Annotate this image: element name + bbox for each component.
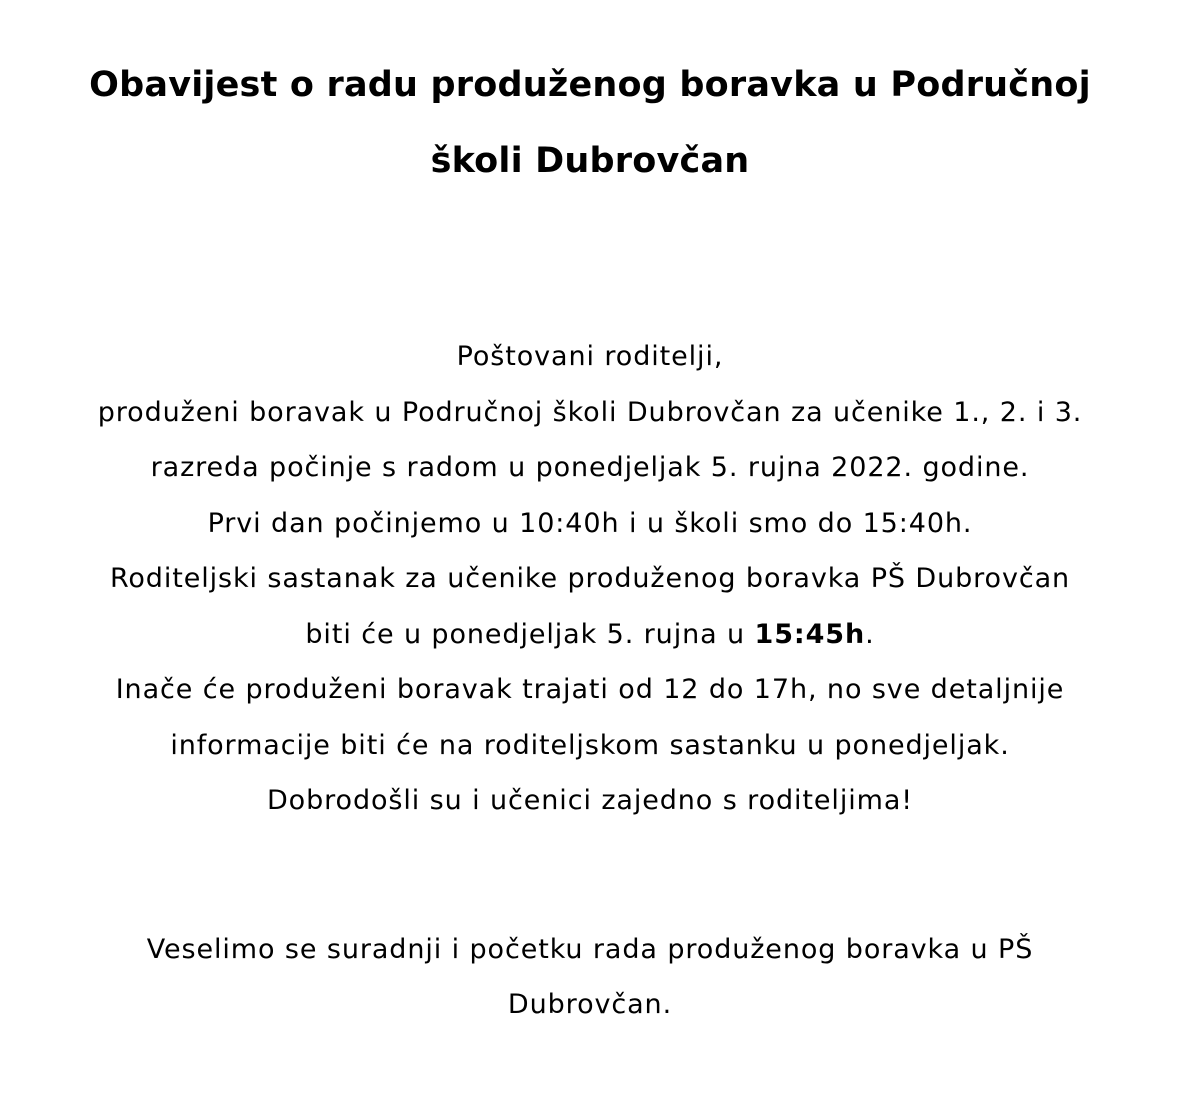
body-line-2: razreda počinje s radom u ponedjeljak 5. rujna 2022. godine. xyxy=(150,452,1030,483)
notice-closing xyxy=(20,922,1160,1033)
body-line-8: Dobrodošli su i učenici zajedno s roditeljima! xyxy=(266,785,913,816)
body-line-1: produženi boravak u Područnoj školi Dubrovčan za učenike 1., 2. i 3. xyxy=(97,396,1083,428)
meeting-punctuation: . xyxy=(865,618,875,650)
body-line-7: informacije biti će na roditeljskom sastanku u ponedjeljak. xyxy=(170,729,1010,761)
greeting: Poštovani roditelji, xyxy=(456,341,724,372)
title-line-1: Obavijest o radu produženog boravka u Područnoj xyxy=(89,65,1091,105)
body-line-3: Prvi dan počinjemo u 10:40h i u školi smo do 15:40h. xyxy=(207,507,973,539)
title-line-2: školi Dubrovčan xyxy=(430,141,750,181)
body-line-4: Roditeljski sastanak za učenike produženog boravka PŠ Dubrovčan xyxy=(109,563,1071,594)
meeting-text: biti će u ponedjeljak 5. rujna u xyxy=(305,618,755,650)
closing-line-1: Veselimo se suradnji i početku rada produženog boravka u PŠ xyxy=(146,933,1034,965)
body-line-5 xyxy=(20,607,1160,663)
closing-line-2: Dubrovčan. xyxy=(507,989,673,1020)
body-line-6: Inače će produženi boravak trajati od 12 do 17h, no sve detaljnije xyxy=(115,674,1065,705)
meeting-time: 15:45h xyxy=(754,618,866,650)
notice-body xyxy=(20,329,1160,829)
notice-title xyxy=(20,0,1160,199)
